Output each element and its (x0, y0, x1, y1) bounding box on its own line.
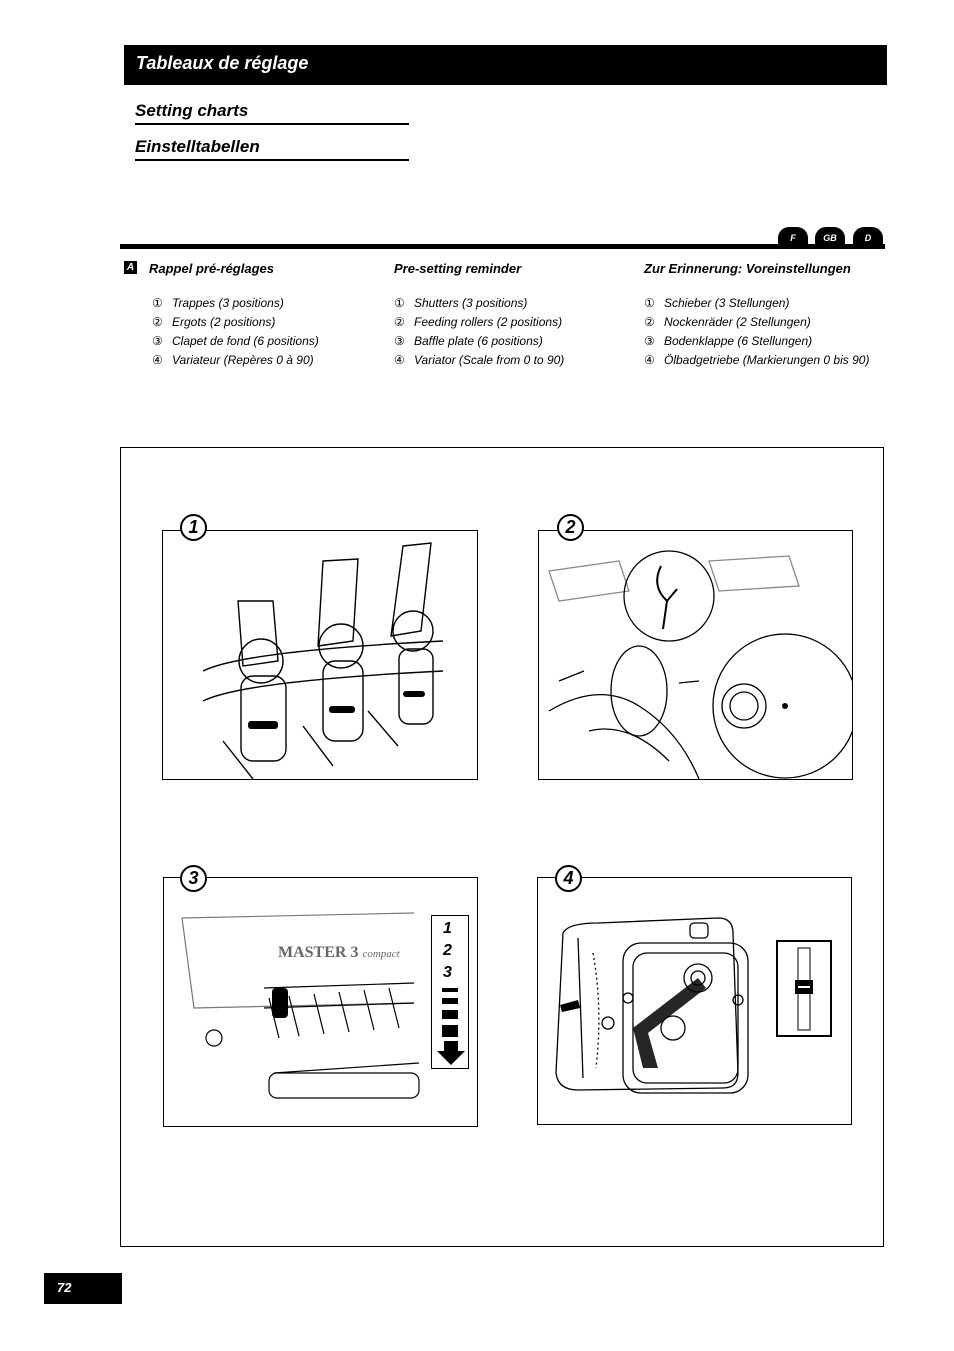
figure-3-number: 3 (180, 865, 207, 892)
subtitle-german: Einstelltabellen (135, 137, 409, 161)
list-item: ① Trappes (3 positions) (152, 296, 284, 310)
figure-1-panel (162, 530, 478, 780)
section-marker: A (124, 261, 137, 274)
figure-1-number: 1 (180, 514, 207, 541)
page-title: Tableaux de réglage (136, 53, 309, 73)
feeding-roller-illustration (539, 531, 852, 779)
title-bar (124, 45, 887, 85)
list-item: ③ Clapet de fond (6 positions) (152, 334, 319, 348)
scale-label: 1 (443, 920, 452, 937)
scale-mark (442, 988, 458, 992)
column-heading-french: Rappel pré-réglages (149, 261, 274, 276)
language-divider (120, 244, 885, 249)
scale-mark (442, 1010, 458, 1019)
variator-scale (776, 940, 832, 1037)
brand-label: MASTER 3 compact (278, 944, 400, 961)
language-tab-gb: GB (815, 227, 845, 249)
list-item: ② Ergots (2 positions) (152, 315, 276, 329)
scale-label: 3 (443, 964, 452, 981)
list-item: ① Schieber (3 Stellungen) (644, 296, 790, 310)
scale-mark (442, 1025, 458, 1037)
list-item: ① Shutters (3 positions) (394, 296, 528, 310)
figure-2-panel (538, 530, 853, 780)
baffle-scale (431, 915, 469, 1069)
down-arrow-icon (436, 1041, 466, 1065)
language-tab-d: D (853, 227, 883, 249)
figure-4-panel (537, 877, 852, 1125)
shutter-illustration (163, 531, 477, 779)
subtitle-english: Setting charts (135, 101, 409, 125)
language-tab-f: F (778, 227, 808, 249)
list-item: ② Nockenräder (2 Stellungen) (644, 315, 811, 329)
figure-4-number: 4 (555, 865, 582, 892)
scale-ticks-icon (778, 942, 830, 1035)
scale-label: 2 (443, 942, 452, 959)
list-item: ③ Bodenklappe (6 Stellungen) (644, 334, 813, 348)
column-heading-german: Zur Erinnerung: Voreinstellungen (644, 261, 851, 276)
list-item: ④ Ölbadgetriebe (Markierungen 0 bis 90) (644, 353, 870, 367)
list-item: ④ Variateur (Repères 0 à 90) (152, 353, 314, 367)
figure-2-number: 2 (557, 514, 584, 541)
column-heading-english: Pre-setting reminder (394, 261, 522, 276)
scale-mark (442, 998, 458, 1004)
page-number: 72 (57, 1280, 72, 1295)
figure-3-panel (163, 877, 478, 1127)
list-item: ② Feeding rollers (2 positions) (394, 315, 563, 329)
page-number-box (44, 1273, 122, 1304)
list-item: ③ Baffle plate (6 positions) (394, 334, 543, 348)
list-item: ④ Variator (Scale from 0 to 90) (394, 353, 565, 367)
